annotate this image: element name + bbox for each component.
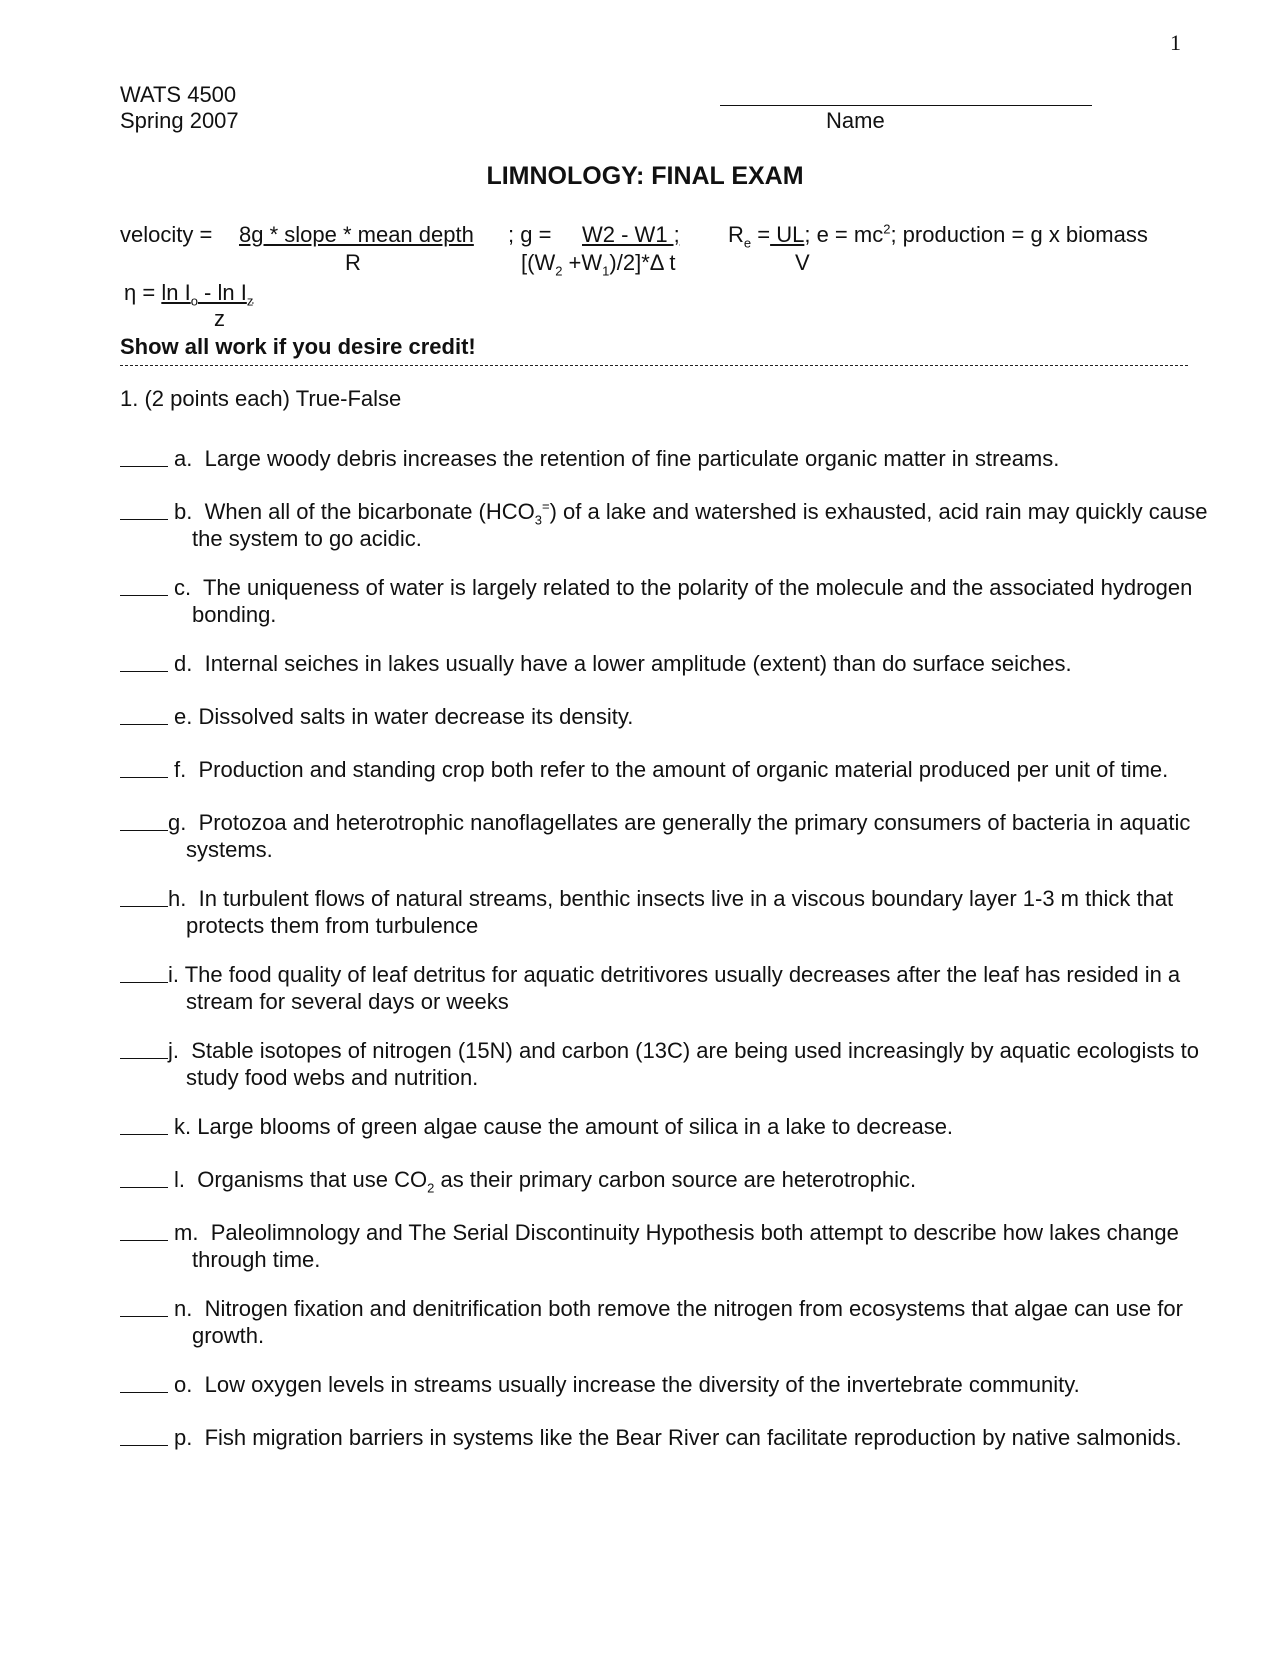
question-g: g. Protozoa and heterotrophic nanoflagellates are generally the primary consumers of bacteria in aquatic systems. xyxy=(120,809,1240,863)
question-m: m. Paleolimnology and The Serial Discontinuity Hypothesis both attempt to describe how lakes change through time. xyxy=(120,1219,1240,1273)
term: Spring 2007 xyxy=(120,108,239,133)
velocity-denominator: R xyxy=(345,250,361,275)
g-label: ; g = xyxy=(508,222,552,247)
question-f: f. Production and standing crop both refer to the amount of organic material produced per unit of time. xyxy=(120,756,1240,783)
answer-blank[interactable] xyxy=(120,574,168,596)
answer-blank[interactable] xyxy=(120,703,168,725)
answer-blank[interactable] xyxy=(120,1219,168,1241)
section-divider xyxy=(120,365,1188,366)
section-heading: 1. (2 points each) True-False xyxy=(120,386,402,411)
question-e: e. Dissolved salts in water decrease its density. xyxy=(120,703,1240,730)
question-l: l. Organisms that use $CO_2$ as their primary carbon source are heterotrophic. xyxy=(120,1166,1240,1193)
g-numerator: W2 - W1 ; xyxy=(582,222,680,247)
question-list xyxy=(120,445,1240,1451)
answer-blank[interactable] xyxy=(120,809,168,831)
velocity-label: velocity = xyxy=(120,222,213,247)
answer-blank[interactable] xyxy=(120,1295,168,1317)
name-blank-line[interactable] xyxy=(720,105,1092,106)
reynolds-formula: $R_e$ = UL; $e = mc^2$; production = g x biomass xyxy=(728,221,1148,251)
question-i: i. The food quality of leaf detritus for aquatic detritivores usually decreases after the leaf has resided in a stream for several days or weeks xyxy=(120,961,1240,1015)
answer-blank[interactable] xyxy=(120,1371,168,1393)
instruction: Show all work if you desire credit! xyxy=(120,334,476,359)
g-denominator: $[(W_2 +W_1)/2]*\Delta$ t xyxy=(521,250,676,279)
question-n: n. Nitrogen fixation and denitrification both remove the nitrogen from ecosystems that algae can use for growth. xyxy=(120,1295,1240,1349)
question-b: b. When all of the bicarbonate $(HCO_3^=)$ of a lake and watershed is exhausted, acid rain may quickly cause the system to go acidic. xyxy=(120,498,1240,552)
question-k: k. Large blooms of green algae cause the amount of silica in a lake to decrease. xyxy=(120,1113,1240,1140)
answer-blank[interactable] xyxy=(120,1166,168,1188)
question-a: a. Large woody debris increases the retention of fine particulate organic matter in streams. xyxy=(120,445,1240,472)
eta-denominator: z xyxy=(214,306,225,331)
page-title: LIMNOLOGY: FINAL EXAM xyxy=(486,162,804,190)
page-number: 1 xyxy=(1170,30,1181,55)
velocity-numerator: 8g * slope * mean depth xyxy=(239,222,474,247)
answer-blank[interactable] xyxy=(120,1037,168,1059)
course-code: WATS 4500 xyxy=(120,82,237,107)
question-h: h. In turbulent flows of natural streams, benthic insects live in a viscous boundary layer 1-3 m thick that protects them from turbulence xyxy=(120,885,1240,939)
answer-blank[interactable] xyxy=(120,961,168,983)
answer-blank[interactable] xyxy=(120,650,168,672)
answer-blank[interactable] xyxy=(120,1113,168,1135)
question-p: p. Fish migration barriers in systems like the Bear River can facilitate reproduction by native salmonids. xyxy=(120,1424,1240,1451)
answer-blank[interactable] xyxy=(120,756,168,778)
reynolds-denominator: V xyxy=(795,250,810,275)
question-o: o. Low oxygen levels in streams usually increase the diversity of the invertebrate community. xyxy=(120,1371,1240,1398)
answer-blank[interactable] xyxy=(120,1424,168,1446)
eta-formula: $\eta = \ln I_o - \ln I_z$ xyxy=(124,280,254,309)
answer-blank[interactable] xyxy=(120,498,168,520)
name-label: Name xyxy=(826,108,885,133)
question-c: c. The uniqueness of water is largely related to the polarity of the molecule and the associated hydrogen bonding. xyxy=(120,574,1240,628)
answer-blank[interactable] xyxy=(120,445,168,467)
question-d: d. Internal seiches in lakes usually have a lower amplitude (extent) than do surface seiches. xyxy=(120,650,1240,677)
answer-blank[interactable] xyxy=(120,885,168,907)
question-j: j. Stable isotopes of nitrogen (15N) and carbon (13C) are being used increasingly by aquatic ecologists to study food webs and nutrition. xyxy=(120,1037,1240,1091)
